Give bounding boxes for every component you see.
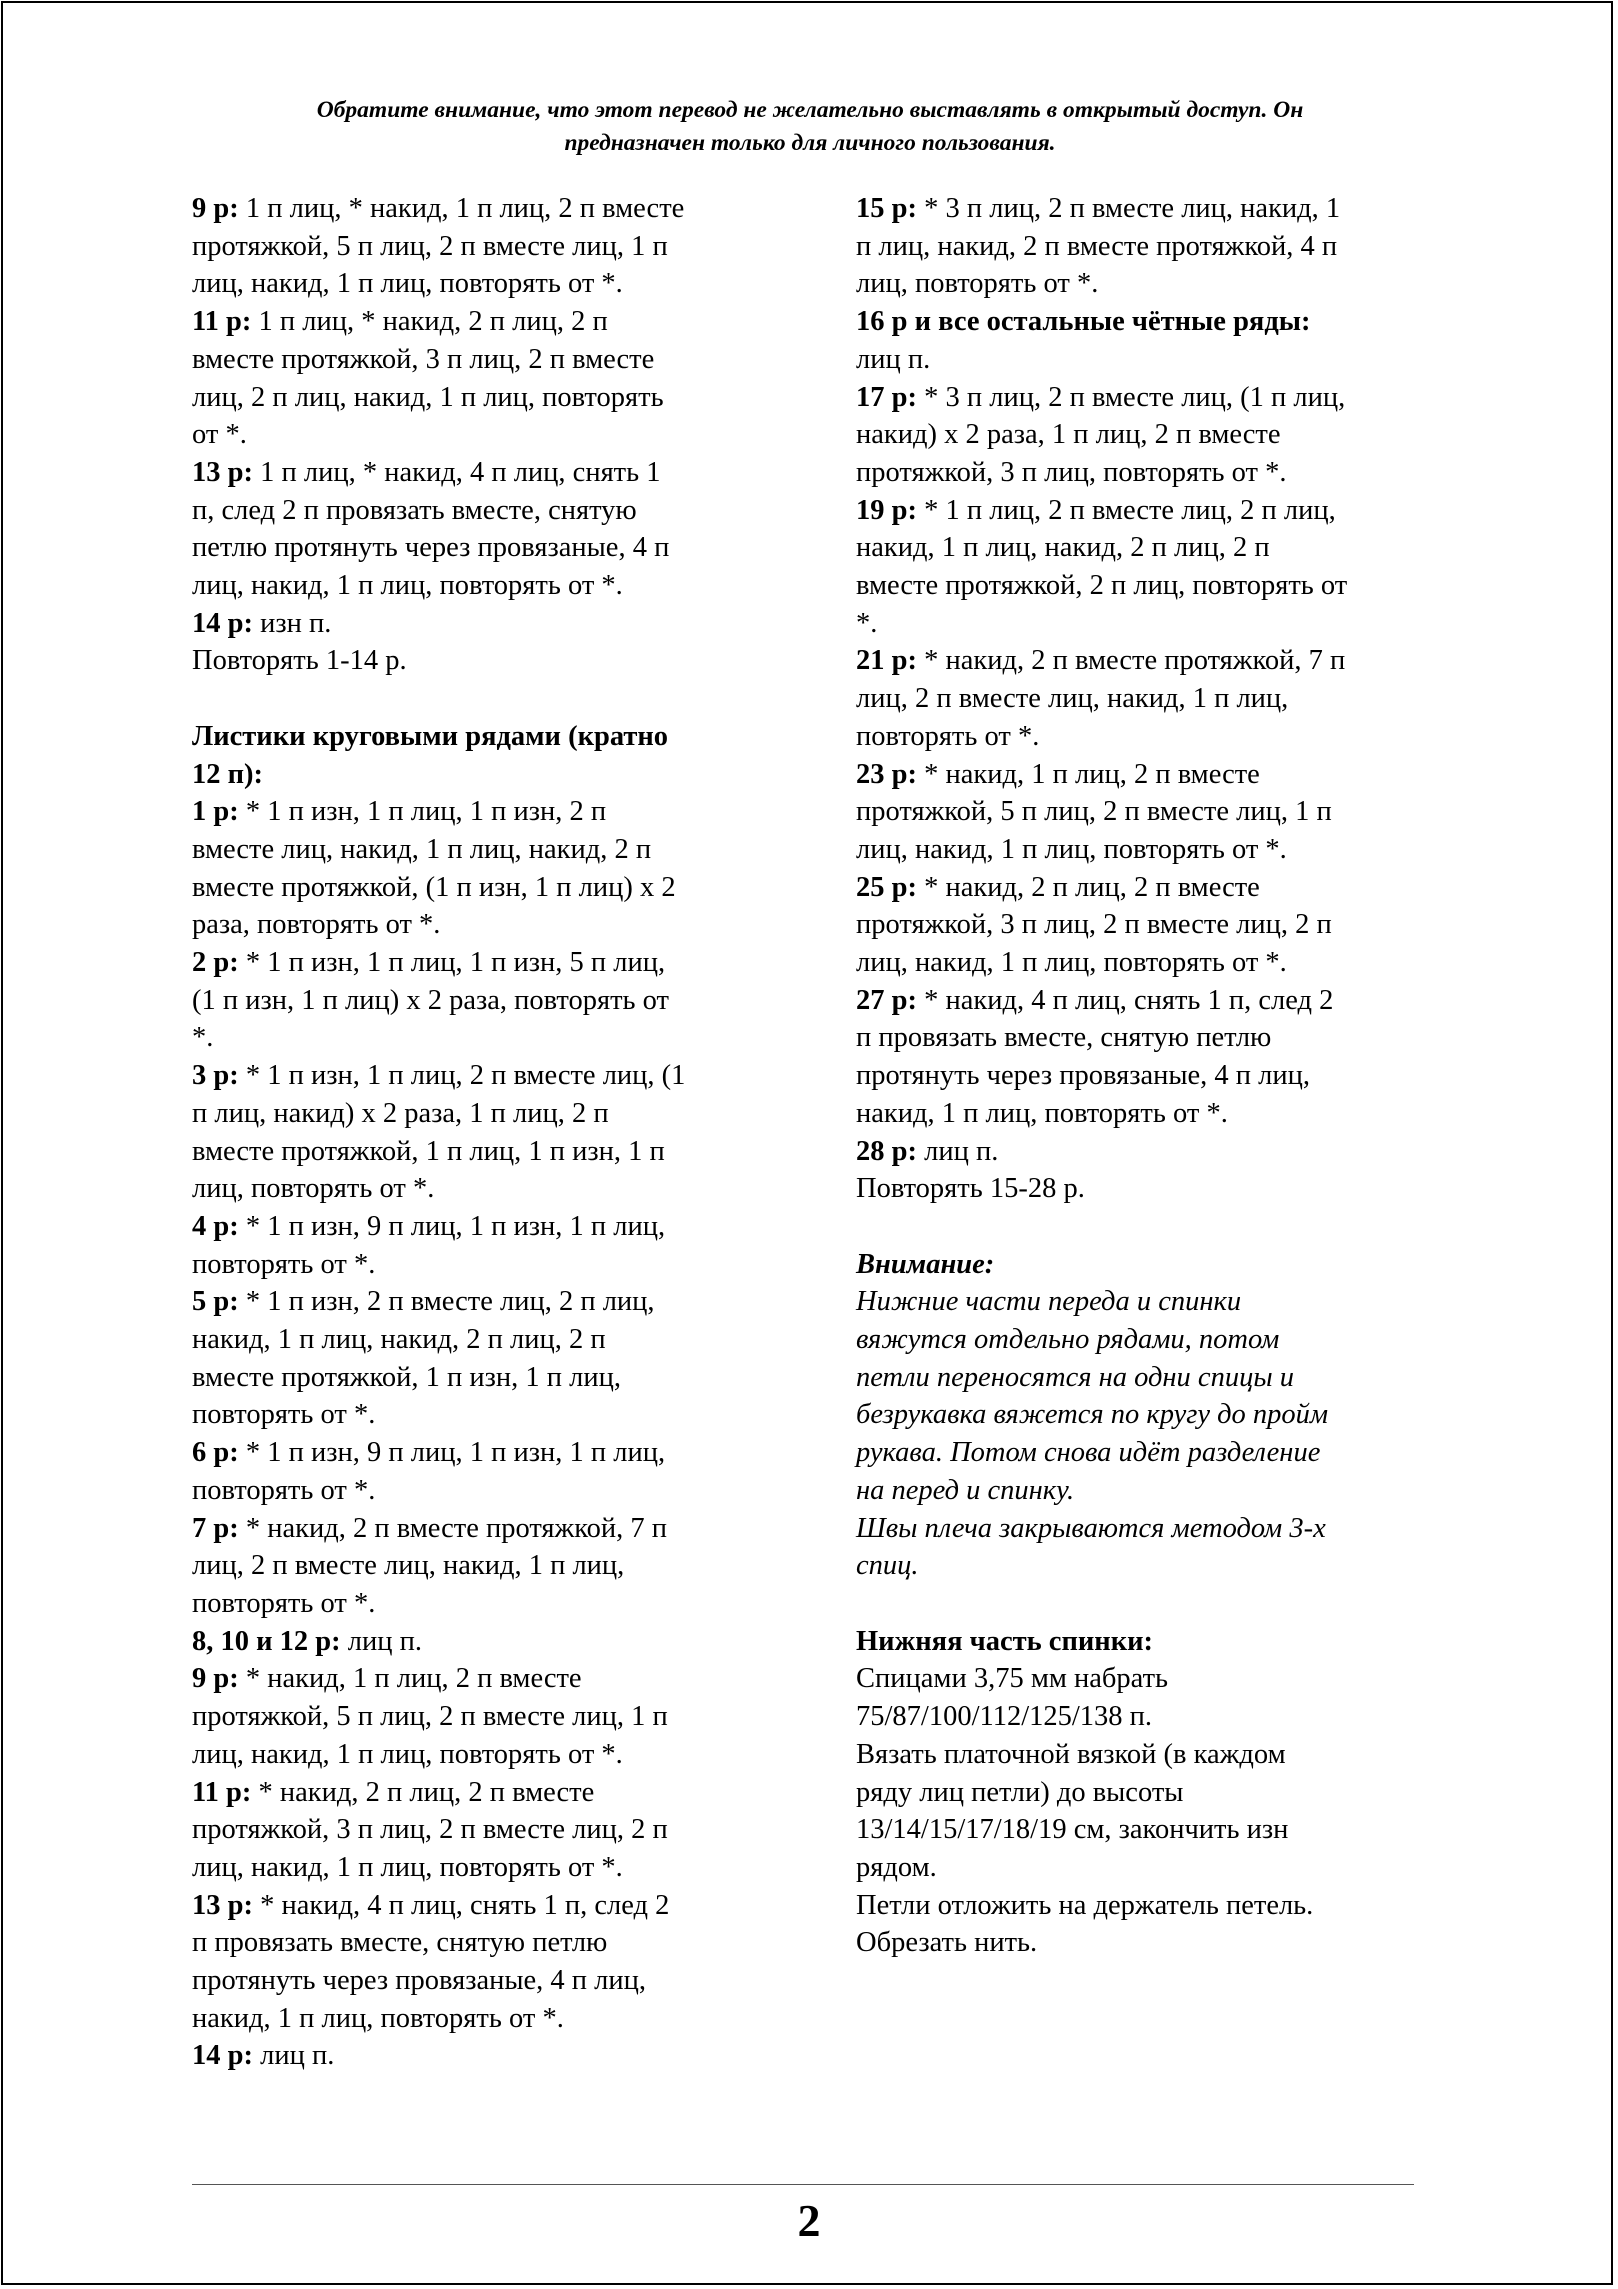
page-number: 2 xyxy=(797,2195,821,2246)
row-instruction xyxy=(192,1434,772,1509)
row-text: лиц п. xyxy=(252,2040,335,2072)
row-instruction xyxy=(192,190,772,303)
row-text: изн п. xyxy=(252,607,332,639)
attention-line: петли переносятся на одни спицы и xyxy=(856,1361,1294,1393)
row-instruction xyxy=(856,869,1431,982)
row-instruction xyxy=(192,944,772,1057)
row-text: * 1 п изн, 1 п лиц, 1 п изн, 5 п лиц, xyxy=(238,947,666,979)
row-text: повторять от *. xyxy=(856,720,1040,752)
row-text: петлю протянуть через провязаные, 4 п xyxy=(192,532,670,564)
row-text: лиц, накид, 1 п лиц, повторять от *. xyxy=(192,1851,623,1883)
row-instruction xyxy=(856,379,1431,492)
row-text: 1 п лиц, * накид, 2 п лиц, 2 п xyxy=(251,306,608,338)
row-label: 9 р: xyxy=(192,1663,239,1695)
back-section-line: 13/14/15/17/18/19 см, закончить изн xyxy=(856,1814,1289,1846)
row-text: 1 п лиц, * накид, 1 п лиц, 2 п вместе xyxy=(238,193,685,224)
notice-line: Обратите внимание, что этот перевод не желательно выставлять в открытый доступ. Он xyxy=(316,97,1304,123)
row-text: раза, повторять от *. xyxy=(192,909,441,941)
row-instruction xyxy=(192,1208,772,1283)
right-column xyxy=(856,190,1431,1962)
copyright-notice xyxy=(190,94,1430,160)
row-label: 23 р: xyxy=(856,758,917,790)
row-text: * 1 п изн, 9 п лиц, 1 п изн, 1 п лиц, xyxy=(238,1210,666,1242)
back-section-line: Петли отложить на держатель петель. xyxy=(856,1889,1314,1921)
attention-line: Нижние части переда и спинки xyxy=(856,1286,1242,1318)
row-text: * накид, 2 п лиц, 2 п вместе xyxy=(916,871,1260,903)
row-instruction xyxy=(856,1133,1431,1171)
row-instruction xyxy=(192,1660,772,1773)
repeat-note: Повторять 1-14 р. xyxy=(192,645,407,677)
row-instruction xyxy=(192,1774,772,1887)
left-column xyxy=(192,190,772,2075)
row-text: лиц, накид, 1 п лиц, повторять от *. xyxy=(192,570,623,602)
row-text: * 1 п лиц, 2 п вместе лиц, 2 п лиц, xyxy=(916,494,1336,526)
attention-line: рукава. Потом снова идёт разделение xyxy=(856,1437,1321,1469)
row-text: * накид, 1 п лиц, 2 п вместе xyxy=(238,1663,582,1695)
row-label: 11 р: xyxy=(192,1776,252,1808)
row-text: лиц, накид, 1 п лиц, повторять от *. xyxy=(192,268,623,300)
row-text: вместе протяжкой, 1 п лиц, 1 п изн, 1 п xyxy=(192,1135,665,1167)
attention-heading: Внимание: xyxy=(856,1248,995,1280)
row-text: лиц, 2 п лиц, накид, 1 п лиц, повторять xyxy=(192,381,664,413)
row-instruction xyxy=(192,2037,772,2075)
row-label: 4 р: xyxy=(192,1210,239,1242)
attention-block xyxy=(856,1246,1431,1585)
row-text: накид, 1 п лиц, накид, 2 п лиц, 2 п xyxy=(192,1324,606,1356)
row-text: протяжкой, 3 п лиц, повторять от *. xyxy=(856,456,1287,488)
row-label: 1 р: xyxy=(192,796,239,828)
row-label: 17 р: xyxy=(856,381,917,413)
row-instruction xyxy=(856,303,1431,378)
section-heading xyxy=(192,718,772,793)
row-text: п лиц, накид, 2 п вместе протяжкой, 4 п xyxy=(856,230,1338,262)
row-text: * 1 п изн, 1 п лиц, 2 п вместе лиц, (1 xyxy=(238,1060,686,1092)
notice-line: предназначен только для личного пользования. xyxy=(564,130,1056,156)
row-text: повторять от *. xyxy=(192,1248,376,1280)
row-instruction xyxy=(856,492,1431,643)
row-instruction xyxy=(192,1057,772,1208)
attention-line: Швы плеча закрываются методом 3-х xyxy=(856,1512,1326,1544)
row-text: накид, 1 п лиц, накид, 2 п лиц, 2 п xyxy=(856,532,1270,564)
row-text: п, след 2 п провязать вместе, снятую xyxy=(192,494,637,526)
row-label: 2 р: xyxy=(192,947,239,979)
spacer xyxy=(856,1208,1431,1246)
attention-line: спиц. xyxy=(856,1550,919,1582)
row-label: 3 р: xyxy=(192,1060,239,1092)
row-text: вместе лиц, накид, 1 п лиц, накид, 2 п xyxy=(192,833,652,865)
row-text: * накид, 2 п лиц, 2 п вместе xyxy=(251,1776,595,1808)
row-text: * 1 п изн, 9 п лиц, 1 п изн, 1 п лиц, xyxy=(238,1437,666,1469)
row-text: лиц, повторять от *. xyxy=(192,1173,435,1205)
row-text: вместе протяжкой, (1 п изн, 1 п лиц) х 2 xyxy=(192,871,676,903)
attention-line: на перед и спинку. xyxy=(856,1474,1075,1506)
row-text: лиц п. xyxy=(856,343,931,375)
row-text: *. xyxy=(856,607,878,639)
row-instruction xyxy=(192,454,772,605)
row-instruction xyxy=(856,190,1431,303)
row-text: вместе протяжкой, 3 п лиц, 2 п вместе xyxy=(192,343,655,375)
row-label: 9 р: xyxy=(192,193,239,224)
row-text: (1 п изн, 1 п лиц) х 2 раза, повторять от xyxy=(192,984,669,1016)
row-label: 14 р: xyxy=(192,2040,253,2072)
back-section-line: рядом. xyxy=(856,1851,937,1883)
row-text: * 1 п изн, 2 п вместе лиц, 2 п лиц, xyxy=(238,1286,655,1318)
row-label: 5 р: xyxy=(192,1286,239,1318)
row-text: *. xyxy=(192,1022,214,1054)
row-text: лиц, накид, 1 п лиц, повторять от *. xyxy=(192,1738,623,1770)
row-text: 1 п лиц, * накид, 4 п лиц, снять 1 xyxy=(252,456,661,488)
row-text: протяжкой, 3 п лиц, 2 п вместе лиц, 2 п xyxy=(856,909,1332,941)
row-text: * 3 п лиц, 2 п вместе лиц, (1 п лиц, xyxy=(916,381,1346,413)
row-instruction xyxy=(856,756,1431,869)
row-text: * 3 п лиц, 2 п вместе лиц, накид, 1 xyxy=(916,193,1341,224)
section-heading-line: 12 п): xyxy=(192,758,264,790)
row-instruction xyxy=(192,793,772,944)
row-text: п провязать вместе, снятую петлю xyxy=(856,1022,1272,1054)
row-label: 14 р: xyxy=(192,607,253,639)
row-label: 28 р: xyxy=(856,1135,917,1167)
row-text: повторять от *. xyxy=(192,1474,376,1506)
attention-line: безрукавка вяжется по кругу до пройм xyxy=(856,1399,1329,1431)
row-label: 27 р: xyxy=(856,984,917,1016)
spacer xyxy=(856,1585,1431,1623)
attention-line: вяжутся отдельно рядами, потом xyxy=(856,1324,1280,1356)
row-text: * накид, 2 п вместе протяжкой, 7 п xyxy=(916,645,1346,677)
row-text: лиц, 2 п вместе лиц, накид, 1 п лиц, xyxy=(192,1550,625,1582)
row-label: 13 р: xyxy=(192,456,253,488)
row-text: вместе протяжкой, 2 п лиц, повторять от xyxy=(856,570,1348,602)
row-label: 21 р: xyxy=(856,645,917,677)
row-text: от *. xyxy=(192,419,247,451)
row-text: п лиц, накид) х 2 раза, 1 п лиц, 2 п xyxy=(192,1097,609,1129)
row-text: протяжкой, 3 п лиц, 2 п вместе лиц, 2 п xyxy=(192,1814,668,1846)
row-text: накид, 1 п лиц, повторять от *. xyxy=(856,1097,1228,1129)
row-text: лиц п. xyxy=(916,1135,999,1167)
row-text: лиц, накид, 1 п лиц, повторять от *. xyxy=(856,947,1287,979)
row-text: * накид, 4 п лиц, снять 1 п, след 2 xyxy=(252,1889,670,1921)
row-text: вместе протяжкой, 1 п изн, 1 п лиц, xyxy=(192,1361,622,1393)
row-label: 8, 10 и 12 р: xyxy=(192,1625,341,1657)
row-text: * накид, 1 п лиц, 2 п вместе xyxy=(916,758,1260,790)
row-instruction xyxy=(192,605,772,643)
section-heading-line: Листики круговыми рядами (кратно xyxy=(192,720,669,752)
row-text: лиц, накид, 1 п лиц, повторять от *. xyxy=(856,833,1287,865)
back-section-heading: Нижняя часть спинки: xyxy=(856,1625,1154,1657)
row-label: 15 р: xyxy=(856,193,917,224)
row-instruction xyxy=(856,642,1431,755)
row-text: * 1 п изн, 1 п лиц, 1 п изн, 2 п xyxy=(238,796,607,828)
row-label: 19 р: xyxy=(856,494,917,526)
row-text: протяжкой, 5 п лиц, 2 п вместе лиц, 1 п xyxy=(192,230,668,262)
row-text: повторять от *. xyxy=(192,1588,376,1619)
row-text: накид, 1 п лиц, повторять от *. xyxy=(192,2002,564,2034)
row-label: 11 р: xyxy=(192,306,252,338)
row-text: протянуть через провязаные, 4 п лиц, xyxy=(192,1965,647,1997)
row-instruction xyxy=(192,1623,772,1661)
row-label: 25 р: xyxy=(856,871,917,903)
row-text: протяжкой, 5 п лиц, 2 п вместе лиц, 1 п xyxy=(192,1701,668,1733)
row-text: лиц, 2 п вместе лиц, накид, 1 п лиц, xyxy=(856,683,1289,715)
row-label: 13 р: xyxy=(192,1889,253,1921)
back-section-line: ряду лиц петли) до высоты xyxy=(856,1776,1184,1808)
row-text: протянуть через провязаные, 4 п лиц, xyxy=(856,1060,1311,1092)
row-text: накид) х 2 раза, 1 п лиц, 2 п вместе xyxy=(856,419,1281,451)
row-instruction xyxy=(192,1510,772,1623)
row-text: лиц п. xyxy=(340,1625,422,1657)
footer-divider xyxy=(192,2184,1414,2185)
row-text: протяжкой, 5 п лиц, 2 п вместе лиц, 1 п xyxy=(856,796,1332,828)
row-label: 16 р и все остальные чётные ряды: xyxy=(856,306,1311,338)
row-instruction xyxy=(192,1283,772,1434)
row-text: п провязать вместе, снятую петлю xyxy=(192,1927,608,1959)
row-text: * накид, 2 п вместе протяжкой, 7 п xyxy=(238,1512,667,1544)
row-label: 7 р: xyxy=(192,1512,239,1544)
row-instruction xyxy=(192,303,772,454)
back-section-line: 75/87/100/112/125/138 п. xyxy=(856,1701,1153,1733)
spacer xyxy=(192,680,772,718)
back-section-line: Вязать платочной вязкой (в каждом xyxy=(856,1738,1286,1770)
row-text: лиц, повторять от *. xyxy=(856,268,1099,300)
back-section-line: Обрезать нить. xyxy=(856,1927,1038,1959)
back-section xyxy=(856,1623,1431,1962)
row-text: повторять от *. xyxy=(192,1399,376,1431)
row-instruction xyxy=(192,1887,772,2038)
repeat-note: Повторять 15-28 р. xyxy=(856,1173,1085,1205)
row-instruction xyxy=(856,982,1431,1133)
back-section-line: Спицами 3,75 мм набрать xyxy=(856,1663,1169,1695)
row-label: 6 р: xyxy=(192,1437,239,1469)
row-text: * накид, 4 п лиц, снять 1 п, след 2 xyxy=(916,984,1334,1016)
